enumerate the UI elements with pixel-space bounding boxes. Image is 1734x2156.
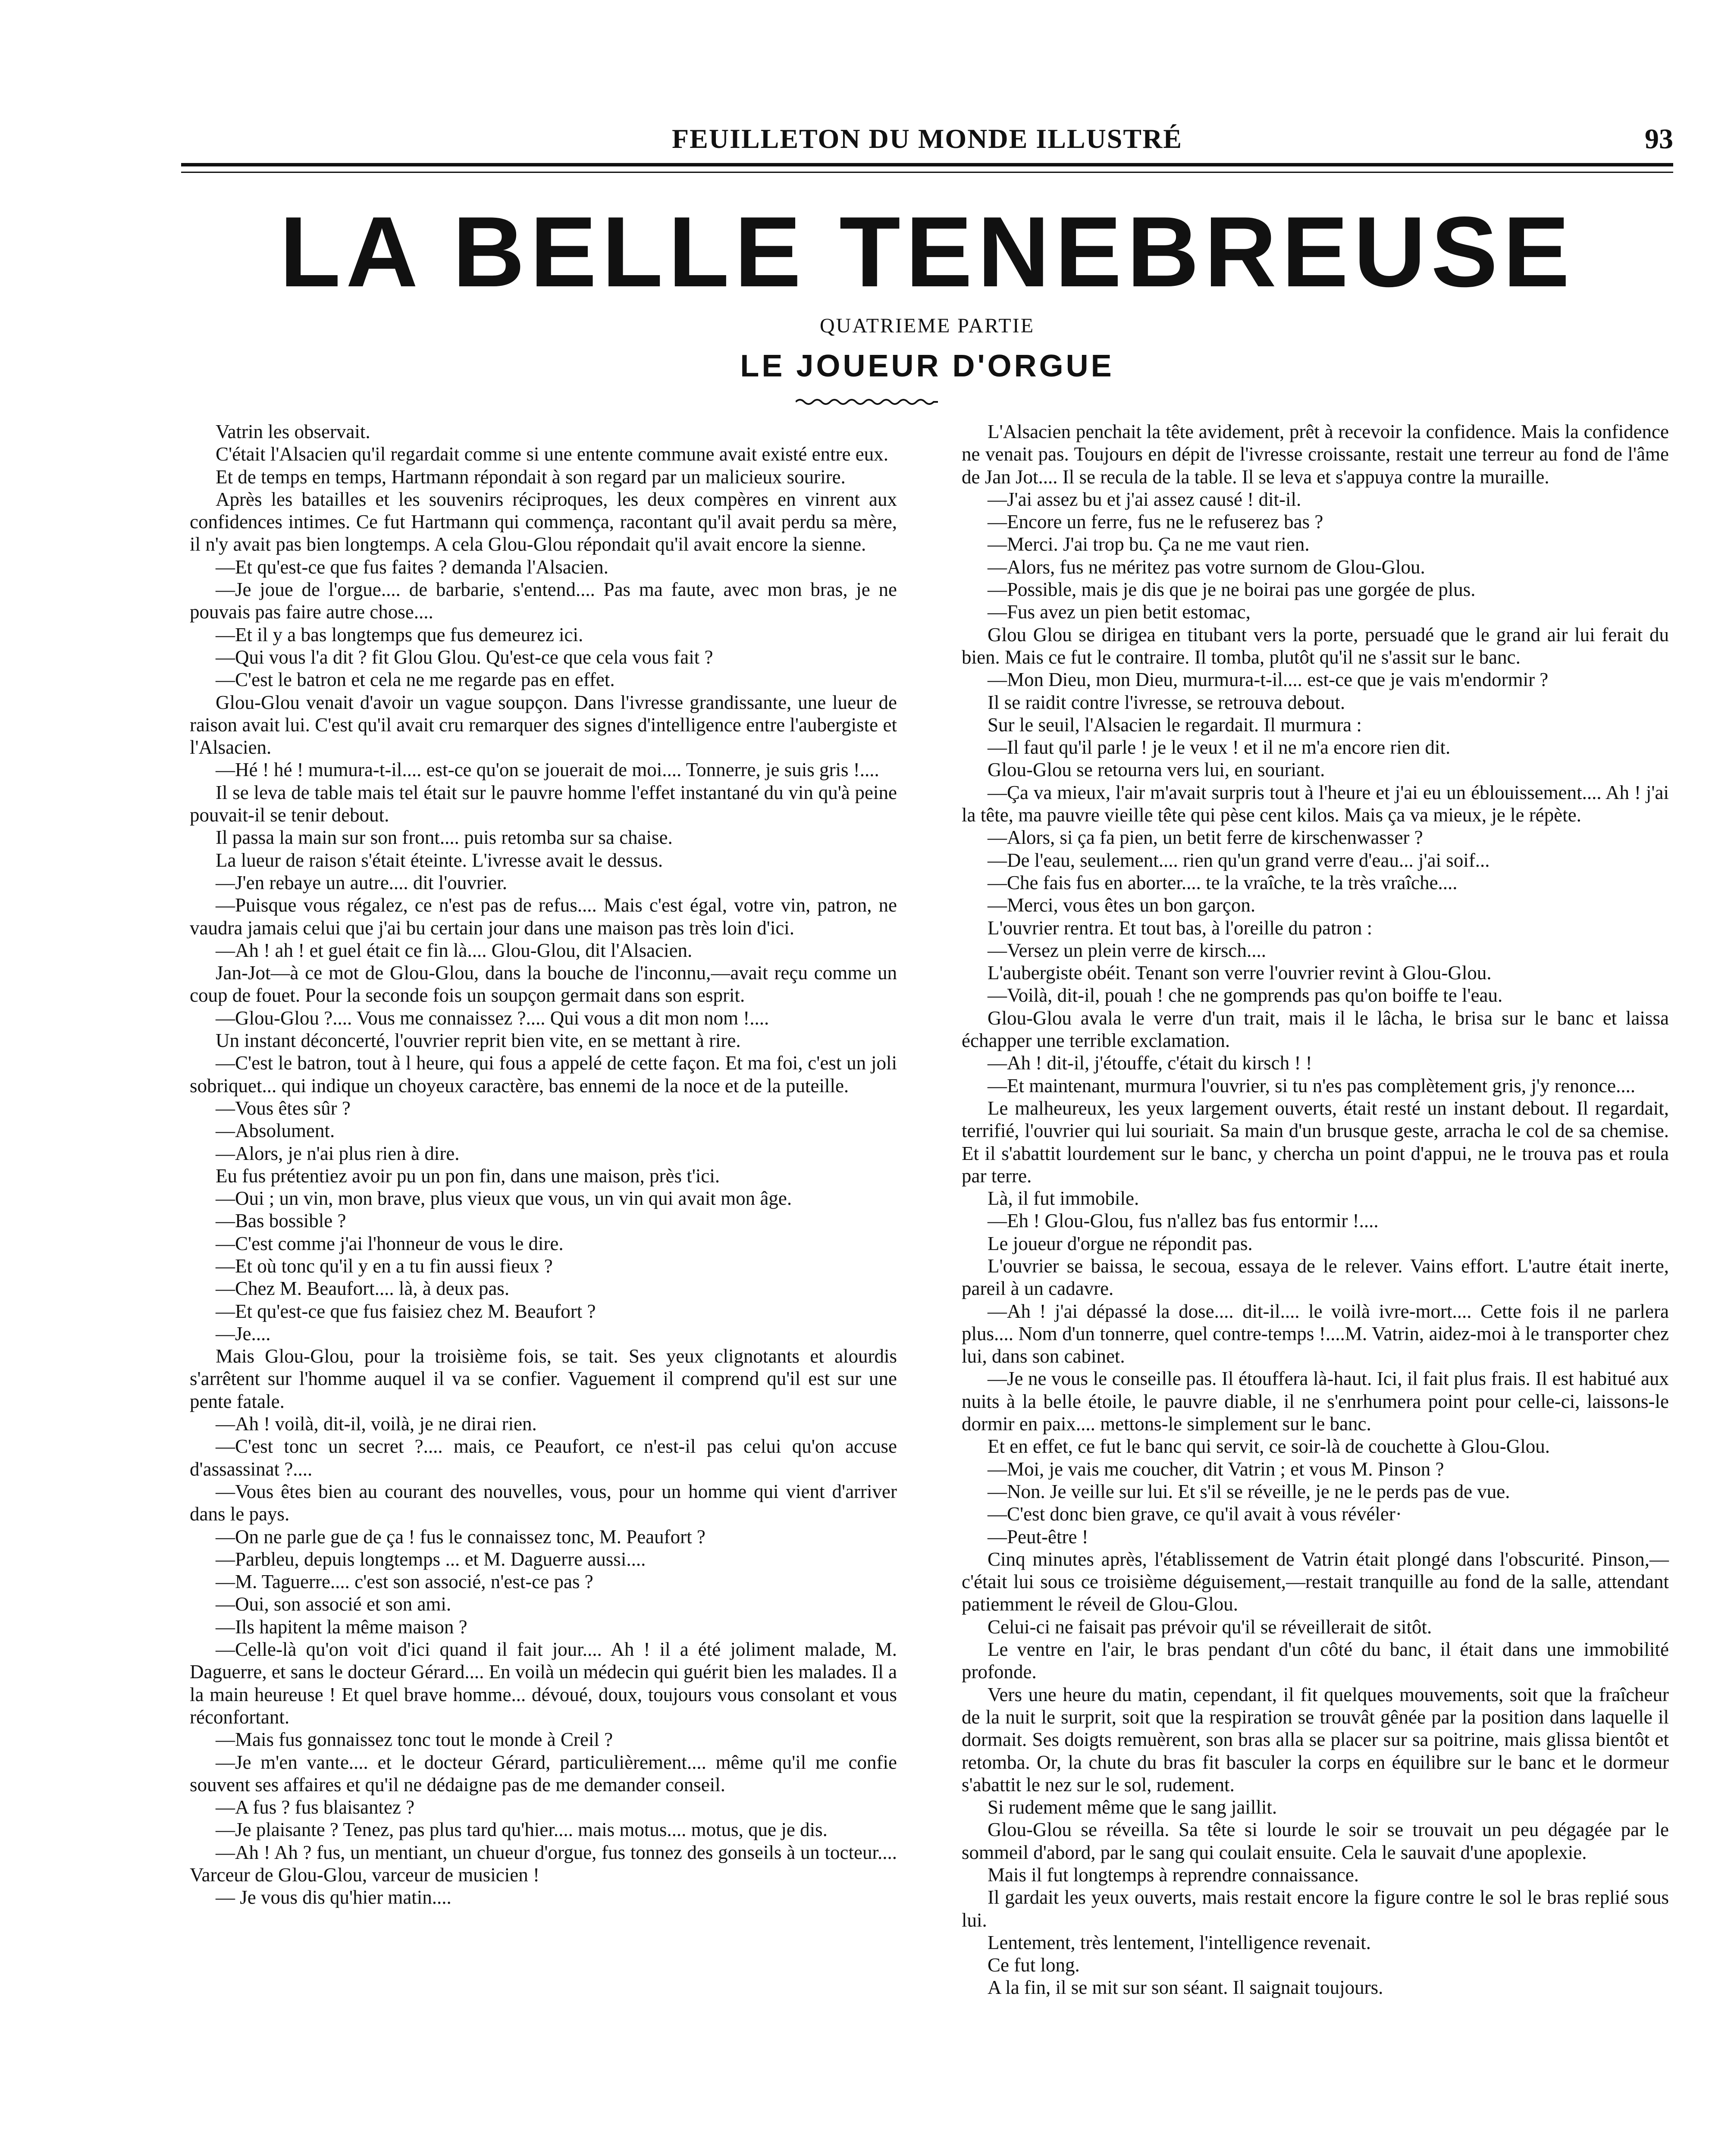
paragraph: Le joueur d'orgue ne répondit pas.: [988, 1232, 1253, 1254]
text-column-left: [190, 420, 897, 1909]
paragraph: —Puisque vous régalez, ce n'est pas de refus.... Mais c'est égal, votre vin, patron, ne vaudra jamais celui que j'ai bu certain jour dans une maison pas très loin d'ici.: [190, 894, 897, 939]
paragraph: —Alors, si ça fa pien, un betit ferre de kirschenwasser ?: [988, 827, 1423, 849]
paragraph: —Ah ! dit-il, j'étouffe, c'était du kirsch ! !: [988, 1052, 1312, 1074]
paragraph: —Je joue de l'orgue.... de barbarie, s'entend.... Pas ma faute, avec mon bras, je ne pouvais pas faire autre chose....: [190, 579, 897, 623]
paragraph: Eu fus prétentiez avoir pu un pon fin, dans une maison, près t'ici.: [216, 1165, 720, 1187]
paragraph: Vatrin les observait.: [216, 421, 370, 442]
paragraph: Si rudement même que le sang jaillit.: [988, 1796, 1277, 1818]
paragraph: —Che fais fus en aborter.... te la vraîche, te la très vraîche....: [988, 871, 1458, 893]
paragraph: —A fus ? fus blaisantez ?: [216, 1796, 415, 1818]
part-label: QUATRIEME PARTIE: [819, 314, 1035, 337]
paragraph: Jan-Jot—à ce mot de Glou-Glou, dans la bouche de l'inconnu,—avait reçu comme un coup de fouet. Pour la seconde fois un soupçon germait dans son esprit.: [190, 962, 897, 1006]
paragraph: L'ouvrier se baissa, le secoua, essaya de le relever. Vains effort. L'autre était inerte, pareil à un cadavre.: [962, 1255, 1669, 1300]
running-header: [181, 123, 1673, 162]
paragraph: —Absolument.: [216, 1120, 335, 1142]
text-column-right: [962, 420, 1669, 1999]
paragraph: —Merci, vous êtes un bon garçon.: [988, 894, 1256, 916]
paragraph: —C'est le batron, tout à l heure, qui fous a appelé de cette façon. Et ma foi, c'est un joli sobriquet... qui indique un choyeux caractère, bas ennemi de la noce et de la puteille.: [190, 1052, 897, 1097]
paragraph: L'aubergiste obéit. Tenant son verre l'ouvrier revint à Glou-Glou.: [988, 962, 1492, 984]
paragraph: Ce fut long.: [988, 1954, 1080, 1976]
paragraph: Glou Glou se dirigea en titubant vers la porte, persuadé que le grand air lui ferait du bien. Mais ce fut le contraire. Il tomba, plutôt qu'il ne s'assit sur le banc.: [962, 624, 1669, 668]
paragraph: —Alors, je n'ai plus rien à dire.: [216, 1142, 460, 1164]
paragraph: Mais il fut longtemps à reprendre connaissance.: [988, 1864, 1359, 1886]
paragraph: Mais Glou-Glou, pour la troisième fois, se tait. Ses yeux clignotants et alourdis s'arrêtent sur l'homme auquel il va se confier. Vaguement il comprend qu'il est sur une pente fatale.: [190, 1345, 897, 1412]
paragraph: Cinq minutes après, l'établissement de Vatrin était plongé dans l'obscurité. Pinson,—c'était lui sous ce troisième déguisement,—restait tranquille au fond de la salle, attendant patiemment le réveil de Glou-Glou.: [962, 1548, 1669, 1615]
paragraph: —Non. Je veille sur lui. Et s'il se réveille, je ne le perds pas de vue.: [988, 1480, 1510, 1502]
paragraph: —Je m'en vante.... et le docteur Gérard, particulièrement.... même qu'il me confie souvent ses affaires et qu'il ne dédaigne pas de me demander conseil.: [190, 1751, 897, 1796]
paragraph: —Ah ! ah ! et guel était ce fin là.... Glou-Glou, dit l'Alsacien.: [216, 939, 693, 961]
paragraph: Et en effet, ce fut le banc qui servit, ce soir-là de couchette à Glou-Glou.: [988, 1435, 1550, 1457]
paragraph: —C'est donc bien grave, ce qu'il avait à vous révéler·: [988, 1503, 1402, 1525]
paragraph: Il passa la main sur son front.... puis retomba sur sa chaise.: [216, 827, 673, 849]
running-title: FEUILLETON DU MONDE ILLUSTRÉ: [672, 123, 1182, 154]
paragraph: —Possible, mais je dis que je ne boirai pas une gorgée de plus.: [988, 579, 1476, 601]
paragraph: —Je ne vous le conseille pas. Il étouffera là-haut. Ici, il fait plus frais. Il est habitué aux nuits à la belle étoile, le pauvre diable, il ne s'enrhumera point pour celle-ci, laissons-le dormir en paix.... mettons-le simplement sur le banc.: [962, 1368, 1669, 1435]
paragraph: —Oui ; un vin, mon brave, plus vieux que vous, un vin qui avait mon âge.: [216, 1188, 792, 1210]
paragraph: C'était l'Alsacien qu'il regardait comme si une entente commune avait existé entre eux.: [216, 443, 889, 465]
paragraph: —Parbleu, depuis longtemps ... et M. Daguerre aussi....: [216, 1548, 646, 1570]
paragraph: Lentement, très lentement, l'intelligence revenait.: [988, 1931, 1371, 1953]
paragraph: —On ne parle gue de ça ! fus le connaissez tonc, M. Peaufort ?: [216, 1526, 706, 1548]
paragraph: L'ouvrier rentra. Et tout bas, à l'oreille du patron :: [988, 917, 1373, 939]
paragraph: —M. Taguerre.... c'est son associé, n'est-ce pas ?: [216, 1571, 593, 1593]
paragraph: —Ah ! voilà, dit-il, voilà, je ne dirai rien.: [216, 1413, 537, 1435]
paragraph: —Merci. J'ai trop bu. Ça ne me vaut rien.: [988, 533, 1310, 555]
paragraph: —Oui, son associé et son ami.: [216, 1593, 452, 1615]
header-rule-thick: [181, 163, 1673, 166]
header-rule-thin: [181, 172, 1673, 173]
paragraph: —Voilà, dit-il, pouah ! che ne gomprends pas qu'on boiffe te l'eau.: [988, 984, 1503, 1006]
paragraph: —Hé ! hé ! mumura-t-il.... est-ce qu'on se jouerait de moi.... Tonnerre, je suis gris !....: [216, 759, 879, 781]
paragraph: Et de temps en temps, Hartmann répondait à son regard par un malicieux sourire.: [216, 466, 846, 488]
paragraph: —Et il y a bas longtemps que fus demeurez ici.: [216, 624, 583, 646]
paragraph: —Mon Dieu, mon Dieu, murmura-t-il.... est-ce que je vais m'endormir ?: [988, 669, 1549, 691]
paragraph: —Encore un ferre, fus ne le refuserez bas ?: [988, 511, 1323, 533]
page-number: 93: [1645, 123, 1673, 155]
paragraph: —Je....: [216, 1322, 271, 1344]
paragraph: —C'est comme j'ai l'honneur de vous le dire.: [216, 1232, 564, 1254]
paragraph: Là, il fut immobile.: [988, 1188, 1139, 1210]
paragraph: Il gardait les yeux ouverts, mais restait encore la figure contre le sol le bras replié sous lui.: [962, 1887, 1669, 1931]
paragraph: —De l'eau, seulement.... rien qu'un grand verre d'eau... j'ai soif...: [988, 849, 1490, 871]
paragraph: —J'en rebaye un autre.... dit l'ouvrier.: [216, 871, 508, 893]
paragraph: —Vous êtes sûr ?: [216, 1097, 351, 1119]
paragraph: —Eh ! Glou-Glou, fus n'allez bas fus entormir !....: [988, 1210, 1379, 1232]
paragraph: —Fus avez un pien betit estomac,: [988, 601, 1251, 623]
paragraph: —Ah ! Ah ? fus, un mentiant, un chueur d'orgue, fus tonnez des gonseils à un tocteur.... Varceur de Glou-Glou, varceur de musicien !: [190, 1841, 897, 1886]
paragraph: Vers une heure du matin, cependant, il fit quelques mouvements, soit que la fraîcheur de la nuit le surprit, soit que la respiration se trouvât gênée par la position dans laquelle il dormait. Ses doigts remuèrent, son bras alla se placer sur sa poitrine, mais glissa bientôt et retomba. Or, la chute du bras fit basculer la corps en équilibre sur le banc et le dormeur s'abattit le nez sur le sol, rudement.: [962, 1683, 1669, 1796]
paragraph: —Et qu'est-ce que fus faisiez chez M. Beaufort ?: [216, 1300, 596, 1322]
paragraph: —Et où tonc qu'il y en a tu fin aussi fieux ?: [216, 1255, 553, 1277]
paragraph: —Vous êtes bien au courant des nouvelles, vous, pour un homme qui vient d'arriver dans le pays.: [190, 1480, 897, 1525]
paragraph: —Ça va mieux, l'air m'avait surpris tout à l'heure et j'ai eu un éblouissement.... Ah ! j'ai la tête, ma pauvre vieille tête qui pèse cent kilos. Mais ça va mieux, je le répète.: [962, 781, 1669, 826]
paragraph: L'Alsacien penchait la tête avidement, prêt à recevoir la confidence. Mais la confidence ne venait pas. Toujours en dépit de l'ivresse croissante, restait une terreur au fond de l'âme de Jan Jot.... Il se recula de la table. Il se leva et s'appuya contre la muraille.: [962, 421, 1669, 488]
paragraph: —Chez M. Beaufort.... là, à deux pas.: [216, 1278, 510, 1300]
paragraph: —Versez un plein verre de kirsch....: [988, 939, 1267, 961]
paragraph: Un instant déconcerté, l'ouvrier reprit bien vite, en se mettant à rire.: [216, 1030, 741, 1052]
paragraph: —Moi, je vais me coucher, dit Vatrin ; et vous M. Pinson ?: [988, 1458, 1444, 1480]
paragraph: —Ils hapitent la même maison ?: [216, 1616, 467, 1638]
paragraph: —Peut-être !: [988, 1526, 1088, 1548]
paragraph: —Il faut qu'il parle ! je le veux ! et il ne m'a encore rien dit.: [988, 736, 1451, 758]
paragraph: —C'est le batron et cela ne me regarde pas en effet.: [216, 669, 615, 691]
paragraph: Le malheureux, les yeux largement ouverts, était resté un instant debout. Il regardait, terrifié, l'ouvrier qui lui souriait. Sa main d'un brusque geste, arracha le col de sa chemise. Et il s'abattit lourdement sur le banc, y chercha un point d'appui, ne le trouva pas et roula par terre.: [962, 1097, 1669, 1187]
paragraph: —Glou-Glou ?.... Vous me connaissez ?.... Qui vous a dit mon nom !....: [216, 1007, 769, 1029]
paragraph: —Je plaisante ? Tenez, pas plus tard qu'hier.... mais motus.... motus, que je dis.: [216, 1819, 828, 1841]
paragraph: Celui-ci ne faisait pas prévoir qu'il se réveillerait de sitôt.: [988, 1616, 1432, 1638]
paragraph: —Bas bossible ?: [216, 1210, 346, 1232]
paragraph: —C'est tonc un secret ?.... mais, ce Peaufort, ce n'est-il pas celui qu'on accuse d'assassinat ?....: [190, 1435, 897, 1480]
paragraph: La lueur de raison s'était éteinte. L'ivresse avait le dessus.: [216, 849, 663, 871]
paragraph: —Celle-là qu'on voit d'ici quand il fait jour.... Ah ! il a été joliment malade, M. Daguerre, et sans le docteur Gérard.... En voilà un médecin qui guérit bien les malades. Il a la main heureuse ! Et quel brave homme... dévoué, doux, toujours vous consolant et vous réconfortant.: [190, 1639, 897, 1728]
paragraph: Le ventre en l'air, le bras pendant d'un côté du banc, il était dans une immobilité profonde.: [962, 1639, 1669, 1683]
paragraph: —Et qu'est-ce que fus faites ? demanda l'Alsacien.: [216, 556, 608, 578]
paragraph: Sur le seuil, l'Alsacien le regardait. Il murmura :: [988, 714, 1362, 736]
paragraph: —Alors, fus ne méritez pas votre surnom de Glou-Glou.: [988, 556, 1425, 578]
paragraph: —Qui vous l'a dit ? fit Glou Glou. Qu'est-ce que cela vous fait ?: [216, 646, 713, 668]
paragraph: —Et maintenant, murmura l'ouvrier, si tu n'es pas complètement gris, j'y renonce....: [988, 1075, 1636, 1097]
paragraph: Glou-Glou avala le verre d'un trait, mais il le lâcha, le brisa sur le banc et laissa échapper une terrible exclamation.: [962, 1007, 1669, 1052]
paragraph: — Je vous dis qu'hier matin....: [216, 1887, 452, 1908]
feuilleton-title: LA BELLE TENEBREUSE: [279, 196, 1575, 308]
paragraph: Après les batailles et les souvenirs réciproques, les deux compères en vinrent aux confidences intimes. Ce fut Hartmann qui commença, racontant qu'il avait perdu sa mère, il n'y avait pas bien longtemps. A cela Glou-Glou répondait qu'il avait encore la sienne.: [190, 488, 897, 555]
paragraph: —J'ai assez bu et j'ai assez causé ! dit-il.: [988, 488, 1301, 510]
paragraph: Glou-Glou venait d'avoir un vague soupçon. Dans l'ivresse grandissante, une lueur de raison avait lui. C'est qu'il avait cru remarquer des signes d'intelligence entre l'aubergiste et l'Alsacien.: [190, 691, 897, 758]
paragraph: Glou-Glou se retourna vers lui, en souriant.: [988, 759, 1325, 781]
paragraph: A la fin, il se mit sur son séant. Il saignait toujours.: [988, 1977, 1383, 1999]
paragraph: —Mais fus gonnaissez tonc tout le monde à Creil ?: [216, 1729, 613, 1751]
paragraph: Il se raidit contre l'ivresse, se retrouva debout.: [988, 691, 1345, 713]
paragraph: Glou-Glou se réveilla. Sa tête si lourde le soir se trouvait un peu dégagée par le sommeil d'abord, par le sang qui coulait ensuite. Cela le sauvait d'une apoplexie.: [962, 1819, 1669, 1863]
chapter-subtitle: LE JOUEUR D'ORGUE: [740, 349, 1114, 383]
wavy-ornament: [796, 397, 938, 407]
paragraph: Il se leva de table mais tel était sur le pauvre homme l'effet instantané du vin qu'à peine pouvait-il se tenir debout.: [190, 781, 897, 826]
paragraph: —Ah ! j'ai dépassé la dose.... dit-il.... le voilà ivre-mort.... Cette fois il ne parlera plus.... Nom d'un tonnerre, quel contre-temps !....M. Vatrin, aidez-moi à le transporter chez lui, dans son cabinet.: [962, 1300, 1669, 1367]
